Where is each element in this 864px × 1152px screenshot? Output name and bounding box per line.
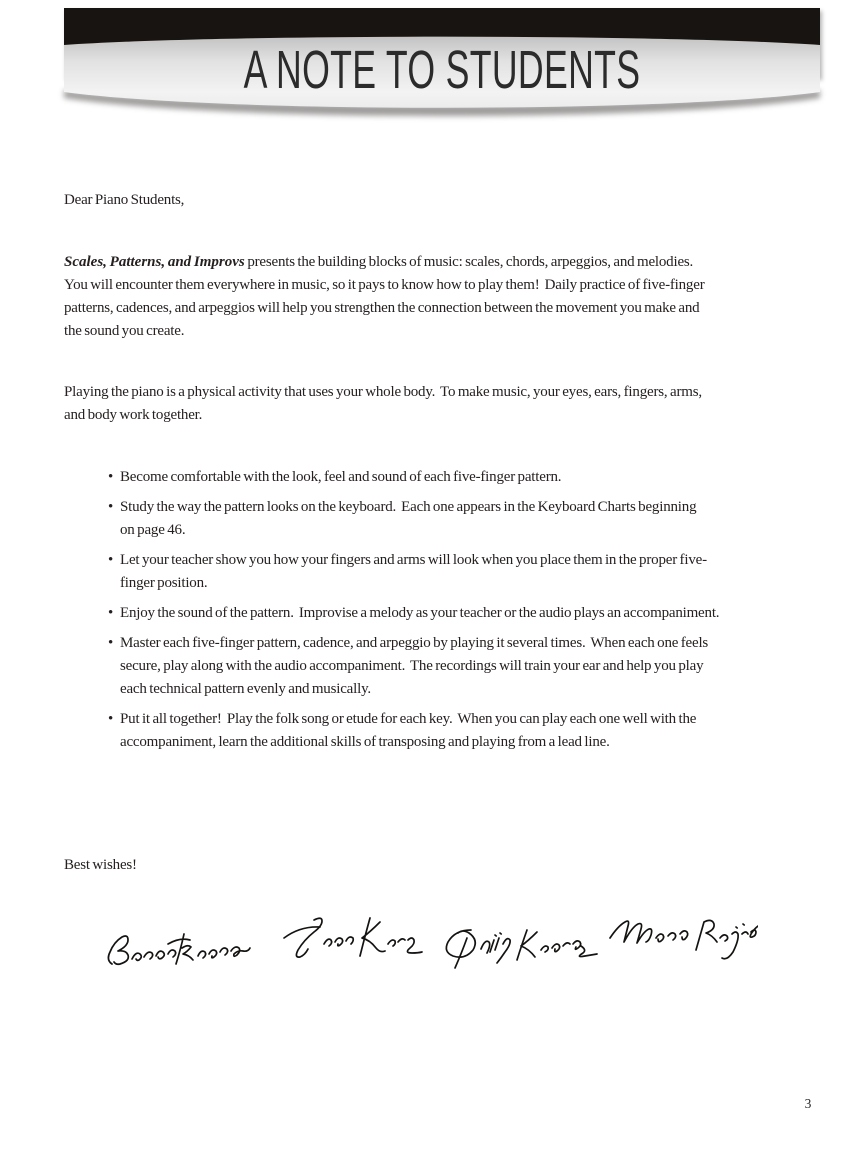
- tips-list: [64, 466, 806, 754]
- signature-image: [274, 912, 424, 964]
- list-item: [64, 496, 806, 542]
- letter-body: [64, 189, 806, 877]
- list-item-line: Let your teacher show you how your fingers and arms will look when you place them in the proper five-: [120, 552, 707, 568]
- list-item-line: each technical pattern evenly and musically.: [120, 681, 371, 697]
- signature-image: [437, 916, 599, 974]
- paragraph-line: You will encounter them everywhere in music, so it pays to know how to play them! Daily practice of five-finger: [64, 277, 705, 293]
- signature-mona-rejino: [606, 908, 758, 975]
- greeting-line: Dear Piano Students,: [64, 192, 185, 208]
- bullet-icon: •: [108, 552, 114, 568]
- book-title-reference: Scales, Patterns, and Improvs: [64, 254, 245, 270]
- bullet-icon: •: [108, 711, 114, 727]
- closing: [64, 854, 806, 877]
- paragraph-line: patterns, cadences, and arpeggios will help you strengthen the connection between the movement you make and: [64, 300, 700, 316]
- header-banner: [64, 8, 820, 126]
- paragraph-line: [64, 251, 806, 274]
- list-item: [64, 632, 806, 701]
- list-item-line: Study the way the pattern looks on the keyboard. Each one appears in the Keyboard Charts beginning: [120, 499, 697, 515]
- signature-phillip-keveren: [437, 916, 599, 979]
- bullet-icon: •: [108, 499, 114, 515]
- bullet-icon: •: [108, 635, 114, 651]
- paragraph-line: and body work together.: [64, 407, 203, 423]
- paragraph-physical: [64, 381, 806, 427]
- paragraph-line: the sound you create.: [64, 323, 185, 339]
- list-item-line: finger position.: [120, 575, 208, 591]
- list-item-line: on page 46.: [120, 522, 186, 538]
- list-item: [64, 708, 806, 754]
- signature-image: [606, 908, 758, 970]
- paragraph-line: Playing the piano is a physical activity that uses your whole body. To make music, your eyes, ears, fingers, arms,: [64, 384, 702, 400]
- list-item-line: Become comfortable with the look, feel and sound of each five-finger pattern.: [120, 469, 562, 485]
- list-item-line: secure, play along with the audio accompaniment. The recordings will train your ear and help you play: [120, 658, 704, 674]
- list-item: [64, 466, 806, 489]
- signature-image: [102, 924, 254, 970]
- signature-fred-kern: [274, 912, 424, 969]
- page-number: 3: [804, 1096, 812, 1111]
- signature-barbara-kreader: [102, 924, 254, 975]
- bullet-icon: •: [108, 469, 114, 485]
- list-item-line: Put it all together! Play the folk song or etude for each key. When you can play each one well with the: [120, 711, 697, 727]
- list-item: [64, 602, 806, 625]
- closing-line: Best wishes!: [64, 857, 137, 873]
- paragraph-intro: [64, 251, 806, 343]
- bullet-icon: •: [108, 605, 114, 621]
- page-title: A NOTE TO STUDENTS: [243, 40, 641, 100]
- list-item-line: accompaniment, learn the additional skills of transposing and playing from a lead line.: [120, 734, 610, 750]
- list-item-line: Master each five-finger pattern, cadence, and arpeggio by playing it several times. When each one feels: [120, 635, 709, 651]
- list-item: [64, 549, 806, 595]
- paragraph-line-rest: presents the building blocks of music: scales, chords, arpeggios, and melodies.: [244, 254, 694, 270]
- list-item-line: Enjoy the sound of the pattern. Improvise a melody as your teacher or the audio plays an accompaniment.: [120, 605, 720, 621]
- greeting: [64, 189, 806, 212]
